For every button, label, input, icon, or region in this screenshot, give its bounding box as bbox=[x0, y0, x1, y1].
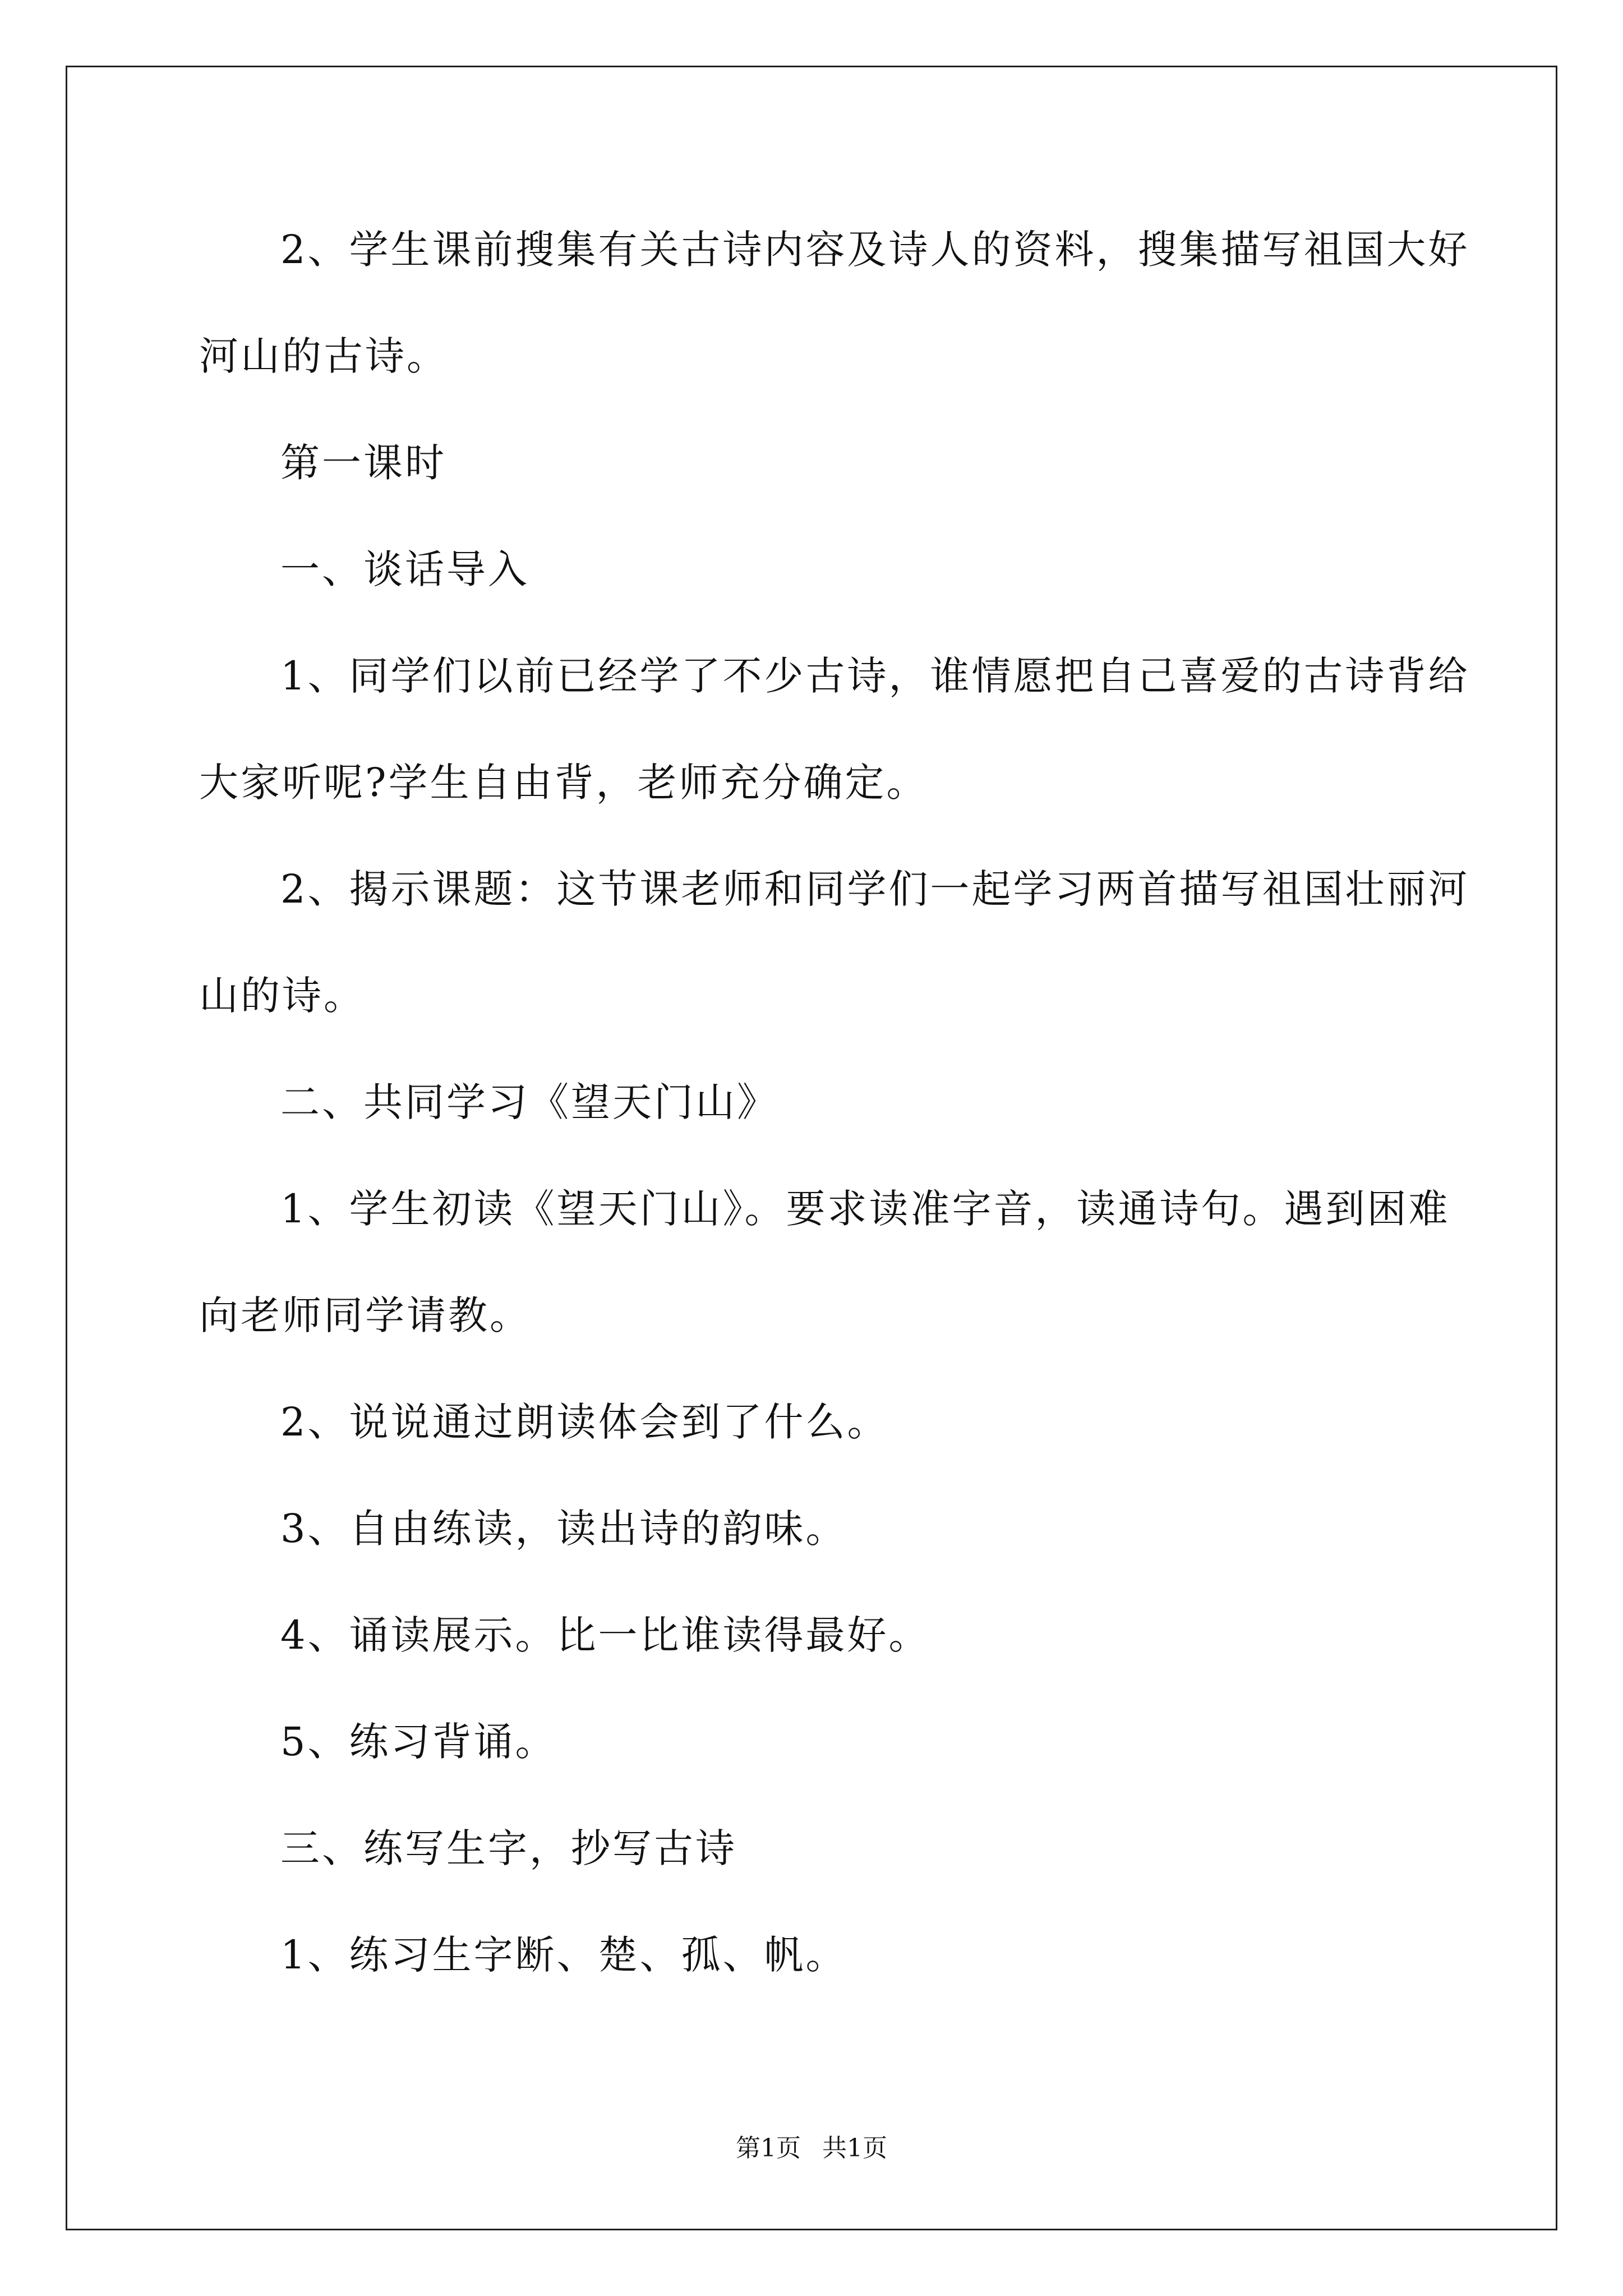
paragraph-line: 1、练习生字断、楚、孤、帆。 bbox=[280, 1932, 847, 1978]
paragraph-line: 5、练习背诵。 bbox=[280, 1719, 557, 1765]
paragraph-line: 1、学生初读《望天门山》。要求读准字音，读通诗句。遇到困难 bbox=[280, 1186, 1450, 1232]
page-footer bbox=[0, 2132, 1623, 2165]
total-pages: 共1页 bbox=[822, 2134, 887, 2162]
page-border bbox=[66, 66, 1557, 2230]
paragraph-line: 2、揭示课题：这节课老师和同学们一起学习两首描写祖国壮丽河 bbox=[280, 866, 1470, 912]
section-heading: 三、练写生字，抄写古诗 bbox=[280, 1825, 737, 1871]
paragraph-line: 大家听呢?学生自由背，老师充分确定。 bbox=[199, 760, 928, 806]
section-heading: 第一课时 bbox=[280, 440, 446, 486]
paragraph-line: 向老师同学请教。 bbox=[199, 1292, 531, 1338]
paragraph-line: 河山的古诗。 bbox=[199, 333, 448, 379]
paragraph-line: 3、自由练读，读出诗的韵味。 bbox=[280, 1506, 847, 1552]
section-heading: 二、共同学习《望天门山》 bbox=[280, 1079, 778, 1125]
paragraph-line: 1、同学们以前已经学了不少古诗，谁情愿把自己喜爱的古诗背给 bbox=[280, 653, 1470, 699]
current-page-number: 第1页 bbox=[736, 2134, 801, 2162]
paragraph-line: 2、学生课前搜集有关古诗内容及诗人的资料，搜集描写祖国大好 bbox=[280, 227, 1470, 273]
paragraph-line: 2、说说通过朗读体会到了什么。 bbox=[280, 1399, 889, 1445]
paragraph-line: 山的诗。 bbox=[199, 973, 365, 1019]
section-heading: 一、谈话导入 bbox=[280, 546, 529, 592]
paragraph-line: 4、诵读展示。比一比谁读得最好。 bbox=[280, 1612, 930, 1658]
